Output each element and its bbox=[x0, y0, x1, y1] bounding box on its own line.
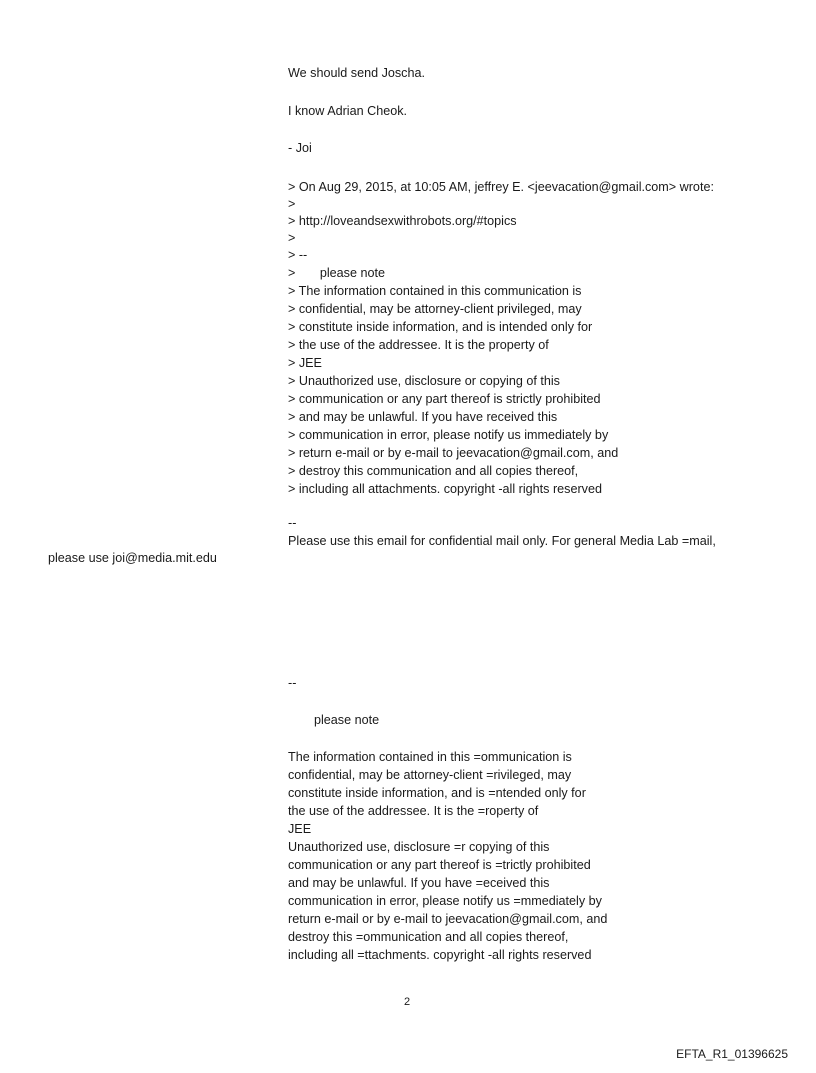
disclaimer-line: return e-mail or by e-mail to jeevacation@gmail.com, and bbox=[288, 912, 608, 926]
quoted-line: > including all attachments. copyright -all rights reserved bbox=[288, 482, 602, 496]
footer-separator: -- bbox=[288, 516, 297, 530]
quoted-line: > bbox=[288, 197, 296, 211]
quoted-line: > communication or any part thereof is strictly prohibited bbox=[288, 392, 601, 406]
page-number: 2 bbox=[404, 996, 411, 1008]
quoted-line: > constitute inside information, and is intended only for bbox=[288, 320, 593, 334]
reply-signature: - Joi bbox=[288, 141, 312, 155]
quoted-line: > Unauthorized use, disclosure or copying of this bbox=[288, 374, 560, 388]
quoted-line: > On Aug 29, 2015, at 10:05 AM, jeffrey E. <jeevacation@gmail.com> wrote: bbox=[288, 180, 714, 194]
reply-line-2: I know Adrian Cheok. bbox=[288, 104, 408, 118]
disclaimer-note: please note bbox=[314, 713, 380, 727]
disclaimer-line: destroy this =ommunication and all copies thereof, bbox=[288, 930, 569, 944]
disclaimer-line: confidential, may be attorney-client =rivileged, may bbox=[288, 768, 572, 782]
disclaimer-line: and may be unlawful. If you have =eceived this bbox=[288, 876, 550, 890]
quoted-line: > communication in error, please notify us immediately by bbox=[288, 428, 609, 442]
disclaimer-line: JEE bbox=[288, 822, 312, 836]
quoted-line: > return e-mail or by e-mail to jeevacation@gmail.com, and bbox=[288, 446, 619, 460]
disclaimer-line: Unauthorized use, disclosure =r copying of this bbox=[288, 840, 550, 854]
quoted-line: > JEE bbox=[288, 356, 322, 370]
reply-line-1: We should send Joscha. bbox=[288, 66, 425, 80]
quoted-line: > http://loveandsexwithrobots.org/#topics bbox=[288, 214, 517, 228]
document-id: EFTA_R1_01396625 bbox=[676, 1047, 788, 1061]
disclaimer-line: communication or any part thereof is =trictly prohibited bbox=[288, 858, 591, 872]
disclaimer-line: communication in error, please notify us =mmediately by bbox=[288, 894, 602, 908]
footer-line-1: Please use this email for confidential mail only. For general Media Lab =mail, bbox=[288, 534, 716, 548]
quoted-line: > please note bbox=[288, 266, 385, 280]
disclaimer-separator: -- bbox=[288, 676, 297, 690]
quoted-line: > destroy this communication and all copies thereof, bbox=[288, 464, 579, 478]
quoted-line: > confidential, may be attorney-client privileged, may bbox=[288, 302, 582, 316]
quoted-line: > bbox=[288, 231, 296, 245]
disclaimer-line: including all =ttachments. copyright -all rights reserved bbox=[288, 948, 592, 962]
quoted-line: > -- bbox=[288, 248, 308, 262]
quoted-line: > The information contained in this communication is bbox=[288, 284, 582, 298]
quoted-line: > and may be unlawful. If you have received this bbox=[288, 410, 558, 424]
disclaimer-line: constitute inside information, and is =ntended only for bbox=[288, 786, 586, 800]
disclaimer-line: the use of the addressee. It is the =roperty of bbox=[288, 804, 539, 818]
disclaimer-line: The information contained in this =ommunication is bbox=[288, 750, 572, 764]
quoted-line: > the use of the addressee. It is the property of bbox=[288, 338, 549, 352]
footer-line-2: please use joi@media.mit.edu bbox=[48, 551, 217, 565]
